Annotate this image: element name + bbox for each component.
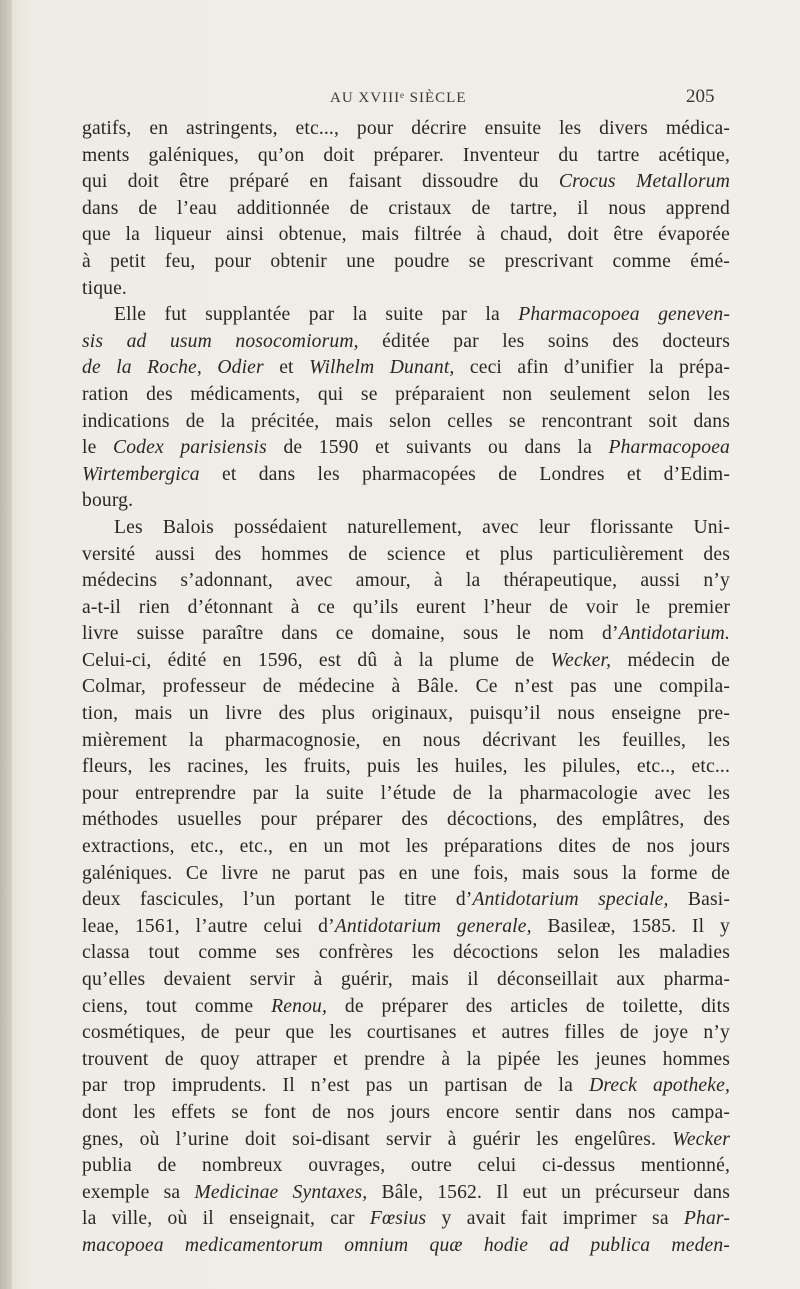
- text-line: Colmar, professeur de médecine à Bâle. Ce n’est pas une compila-: [82, 676, 730, 698]
- text-line: macopoea medicamentorum omnium quæ hodie ad publica meden-: [82, 1234, 730, 1256]
- text-line: exemple sa Medicinae Syntaxes, Bâle, 1562. Il eut un précurseur dans: [82, 1181, 731, 1203]
- text-line: trouvent de quoy attraper et prendre à la pipée les jeunes hommes: [82, 1048, 730, 1070]
- text-line: de la Roche, Odier et Wilhelm Dunant, ceci afin d’unifier la prépa-: [82, 357, 730, 379]
- text-line: qui doit être préparé en faisant dissoudre du Crocus Metallorum: [82, 171, 730, 193]
- text-line: galéniques. Ce livre ne parut pas en une fois, mais sous la forme de: [82, 862, 730, 884]
- text-line: Celui-ci, édité en 1596, est dû à la plume de Wecker, médecin de: [82, 649, 730, 671]
- text-line: gnes, où l’urine doit soi-disant servir à guérir les engelûres. Wecker: [82, 1128, 730, 1150]
- text-line: le Codex parisiensis de 1590 et suivants ou dans la Pharmacopoea: [82, 437, 730, 459]
- text-line: tion, mais un livre des plus originaux, puisqu’il nous enseigne pre-: [82, 703, 730, 725]
- text-line: à petit feu, pour obtenir une poudre se prescrivant comme émé-: [82, 250, 730, 272]
- text-line: que la liqueur ainsi obtenue, mais filtrée à chaud, doit être évaporée: [82, 224, 730, 246]
- text-line: tique.: [82, 277, 127, 299]
- text-line: pour entreprendre par la suite l’étude de la pharmacologie avec les: [82, 782, 730, 804]
- page-number: 205: [686, 86, 715, 107]
- text-line: qu’elles devaient servir à guérir, mais il déconseillait aux pharma-: [82, 969, 730, 990]
- text-line: par trop imprudents. Il n’est pas un partisan de la Dreck apotheke,: [82, 1075, 731, 1097]
- text-line: fleurs, les racines, les fruits, puis les huiles, les pilules, etc.., etc...: [82, 756, 730, 778]
- text-line: cosmétiques, de peur que les courtisanes et autres filles de joye n’y: [82, 1022, 730, 1044]
- text-line: livre suisse paraître dans ce domaine, sous le nom d’Antidotarium.: [82, 623, 730, 645]
- text-line: leae, 1561, l’autre celui d’Antidotarium generale, Basileæ, 1585. Il y: [82, 915, 730, 937]
- page-gutter: [0, 0, 12, 1289]
- text-line: dans de l’eau additionnée de cristaux de tartre, il nous apprend: [82, 197, 730, 219]
- paragraph-start-line: Les Balois possédaient naturellement, avec leur florissante Uni-: [114, 516, 730, 538]
- paragraph-start-line: Elle fut supplantée par la suite par la Pharmacopoea geneven-: [114, 304, 730, 326]
- text-line: ration des médicaments, qui se préparaient non seulement selon les: [82, 383, 730, 405]
- text-line: extractions, etc., etc., en un mot les préparations dites de nos jours: [82, 836, 730, 858]
- text-line: publia de nombreux ouvrages, outre celui ci-dessus mentionné,: [82, 1155, 730, 1177]
- text-line: gatifs, en astringents, etc..., pour décrire ensuite les divers médica-: [82, 118, 730, 139]
- text-line: méthodes usuelles pour préparer des décoctions, des emplâtres, des: [82, 809, 730, 831]
- text-line: versité aussi des hommes de science et plus particulièrement des: [82, 543, 730, 565]
- text-line: ciens, tout comme Renou, de préparer des articles de toilette, dits: [82, 995, 730, 1017]
- running-title: AU XVIIIᵉ SIÈCLE: [330, 90, 467, 106]
- text-line: dont les effets se font de nos jours encore sentir dans nos campa-: [82, 1101, 730, 1123]
- text-line: mièrement la pharmacognosie, en nous décrivant les feuilles, les: [82, 729, 730, 751]
- text-line: indications de la précitée, mais selon celles se rencontrant soit dans: [82, 410, 730, 432]
- body-text: [82, 116, 730, 1260]
- text-line: deux fascicules, l’un portant le titre d’Antidotarium speciale, Basi-: [82, 889, 730, 911]
- text-line: la ville, où il enseignait, car Fœsius y avait fait imprimer sa Phar-: [82, 1208, 730, 1230]
- text-line: classa tout comme ses confrères les décoctions selon les maladies: [82, 942, 730, 964]
- page-header: [0, 86, 800, 110]
- text-line: Wirtembergica et dans les pharmacopées de Londres et d’Edim-: [82, 463, 730, 485]
- text-line: bourg.: [82, 490, 134, 512]
- text-line: a-t-il rien d’étonnant à ce qu’ils eurent l’heur de voir le premier: [82, 596, 730, 618]
- text-line: sis ad usum nosocomiorum, éditée par les soins des docteurs: [82, 330, 730, 352]
- text-line: médecins s’adonnant, avec amour, à la thérapeutique, aussi n’y: [82, 570, 730, 592]
- text-line: ments galéniques, qu’on doit préparer. Inventeur du tartre acétique,: [82, 144, 730, 166]
